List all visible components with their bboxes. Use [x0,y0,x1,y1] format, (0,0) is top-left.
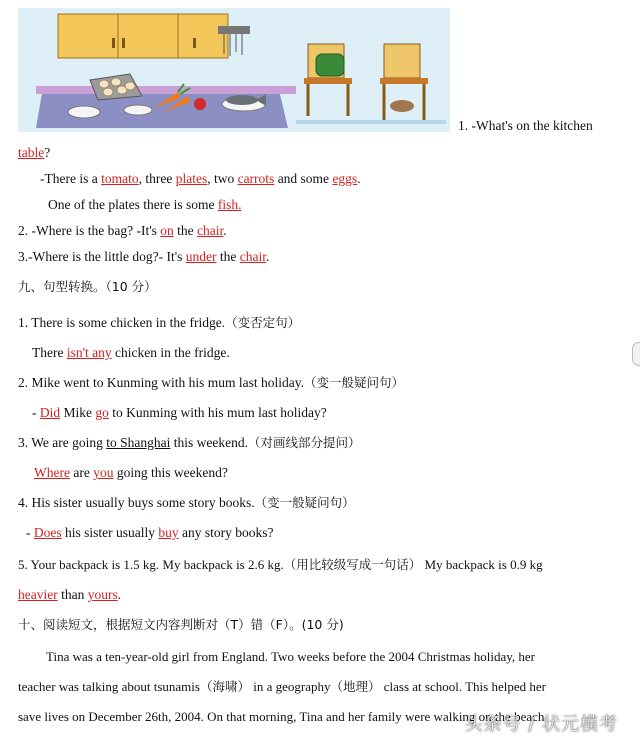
s9-q5 [18,556,543,574]
answer-blank: chair [197,223,224,238]
text: . [266,249,270,264]
text: going this weekend? [113,465,228,480]
text: , three [138,171,176,186]
text: than [57,587,88,602]
answer-blank: Does [33,525,62,540]
text: are [69,465,94,480]
answer-blank: heavier [18,587,58,602]
watermark: 头条号 / 状元模考 [464,714,618,735]
answer-blank: chair [239,249,267,264]
q8-line1-answer [18,144,50,162]
instruction: （用比较级写成一句话） [283,557,422,572]
answer-blank: plates [175,171,208,186]
punct: ? [44,145,51,160]
text: Mike [60,405,96,420]
underlined-phrase: to Shanghai [106,435,171,450]
answer-blank: you [93,465,114,480]
instruction: （变否定句） [225,315,301,330]
q8-line5 [18,248,269,266]
instruction: （对画线部分提问） [248,435,361,450]
answer-blank: table [18,145,45,160]
text: - [32,405,40,420]
text: -There is a [40,171,102,186]
answer-blank: eggs [332,171,358,186]
q8-line2 [40,170,361,188]
text: There [32,345,67,360]
text: and some [274,171,333,186]
answer-blank: isn't any [66,345,112,360]
question-text: this weekend. [170,435,248,450]
s9-q1 [18,314,300,332]
s9-q3 [18,434,361,452]
section9-title: 九、句型转换。（10 分） [18,279,157,294]
scroll-handle[interactable] [632,342,640,366]
s9-q4 [18,494,355,512]
gloss: （海啸） [199,679,250,694]
question-text: 1. -What's on the kitchen [458,118,593,133]
q8-line1-prompt [458,117,593,135]
text: the [173,223,198,238]
question-text: 4. His sister usually buys some story books. [18,495,255,510]
text: One of the plates there is some [48,197,218,212]
s9-a5 [18,586,121,604]
text: 2. -Where is the bag? -It's [18,223,161,238]
text: in a geography [249,679,331,694]
text: class at school. This helped her [380,679,546,694]
text: 3.-Where is the little dog?- It's [18,249,186,264]
answer-blank: on [160,223,174,238]
answer-blank: carrots [237,171,275,186]
text: his sister usually [61,525,159,540]
kitchen-illustration [18,8,450,132]
instruction: （变一般疑问句） [254,495,355,510]
question-text: 1. There is some chicken in the fridge. [18,315,226,330]
s9-a3 [34,464,228,482]
passage-line-2 [18,678,546,696]
text: . [117,587,122,602]
question-text: 2. Mike went to Kunming with his mum last holiday. [18,375,304,390]
s9-q2 [18,374,404,392]
s9-a2 [32,404,327,422]
question-text: 5. Your backpack is 1.5 kg. My backpack is 2.6 kg. [18,557,284,572]
text: - [26,525,34,540]
answer-blank: buy [158,525,179,540]
answer-blank: yours [87,587,118,602]
answer-blank: under [185,249,217,264]
answer-blank: Did [39,405,61,420]
text: . [357,171,361,186]
q8-line3 [48,196,241,214]
text: the [216,249,240,264]
s9-a4 [26,524,274,542]
question-text: My backpack is 0.9 kg [421,557,543,572]
answer-blank: tomato [101,171,139,186]
question-text: 3. We are going [18,435,107,450]
text: teacher was talking about tsunamis [18,679,200,694]
section10-title: 十、阅读短文，根据短文内容判断对（T）错（F）。(10 分) [18,617,344,632]
text: any story books? [178,525,274,540]
gloss: （地理） [330,679,381,694]
passage-line-1: Tina was a ten-year-old girl from England. Two weeks before the 2004 Christmas holiday, her [46,649,535,664]
passage-line-3: save lives on December 26th, 2004. On that morning, Tina and her family were walking on the beach [18,709,545,724]
answer-blank: go [95,405,109,420]
s9-a1 [32,344,230,362]
text: to Kunming with his mum last holiday? [108,405,327,420]
q8-line4 [18,222,227,240]
answer-blank: fish. [217,197,242,212]
text: , two [207,171,238,186]
instruction: （变一般疑问句） [304,375,405,390]
text: chicken in the fridge. [111,345,230,360]
answer-blank: Where [34,465,70,480]
text: . [223,223,227,238]
